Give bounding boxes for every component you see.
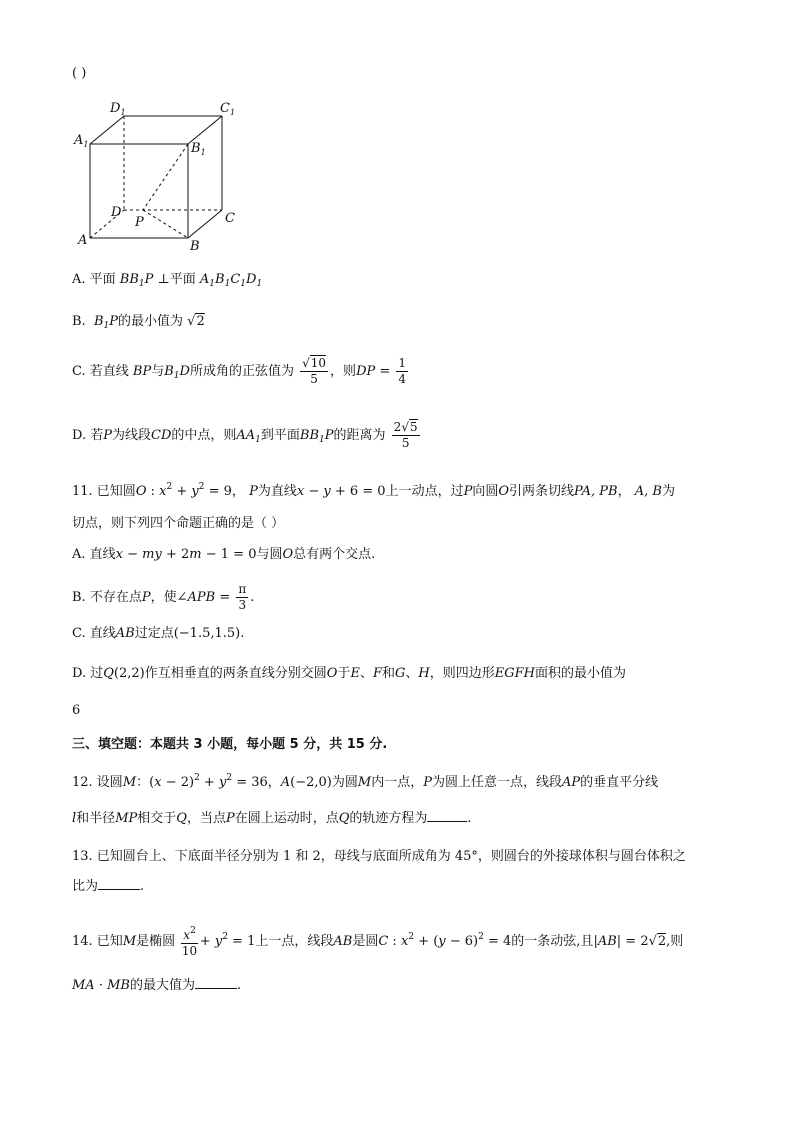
q14-line2: MA · MB的最大值为 . bbox=[72, 978, 242, 993]
q14-line1: 14. 已知M是椭圆 $\frac{x^2}{10}$ + $y^2 = 1$上一点，线段AB是圆C : $x^2 + (y - 6)^2 = 4$的一条动弦,且|AB| = 2√2,则 bbox=[72, 926, 684, 958]
label-b: B bbox=[190, 239, 200, 254]
q10-option-b: B. $B_1P$的最小值为 √2 bbox=[72, 314, 205, 331]
q12-answer-blank[interactable] bbox=[427, 821, 467, 822]
q12-line2: l和半径MP相交于Q，当点P在圆上运动时，点Q的轨迹方程为 . bbox=[72, 811, 472, 826]
section-heading: 三、填空题：本题共 3 小题，每小题 5 分，共 15 分. bbox=[72, 737, 388, 752]
answer-parentheses: ( ) bbox=[72, 66, 87, 81]
q13-answer-blank[interactable] bbox=[98, 889, 140, 890]
q11-stem-line1: 11. 已知圆O : $x^2 + y^2 = 9$， P为直线x − y + 6 = 0上一动点，过P向圆O引两条切线PA, PB， A, B为 bbox=[72, 482, 675, 499]
edge-a1d1 bbox=[90, 116, 124, 144]
q11-option-a: A. 直线x − my + 2m − 1 = 0与圆O总有两个交点. bbox=[72, 547, 376, 562]
label-p: P bbox=[135, 215, 144, 230]
label-d1: $D_1$ bbox=[110, 101, 126, 117]
edge-bc bbox=[188, 210, 222, 238]
label-c: C bbox=[225, 211, 235, 226]
q11-option-d-continued: 6 bbox=[72, 703, 81, 718]
q14-answer-blank[interactable] bbox=[195, 988, 237, 989]
label-b1: $B_1$ bbox=[191, 141, 206, 157]
q10-option-a: A. 平面 $BB_1P$ ⊥平面 $A_1B_1C_1D_1$ bbox=[72, 272, 263, 289]
label-d: D bbox=[111, 205, 122, 220]
q11-option-b: B. 不存在点P，使∠APB = $\frac{\pi}{3}$ . bbox=[72, 582, 255, 612]
q10-option-c: C. 若直线 BP与$B_1D$所成角的正弦值为 $\frac{√10}{5}$ ，则DP = $\frac{1}{4}$ bbox=[72, 356, 407, 386]
label-a: A bbox=[78, 233, 88, 248]
q10-option-d: D. 若P为线段CD的中点，则$AA_1$到平面$BB_1P$的距离为 $\frac{2√5}{5}$ bbox=[72, 420, 418, 450]
q12-line1: 12. 设圆M：$(x - 2)^2 + y^2 = 36$，A(−2,0)为圆M内一点，P为圆上任意一点，线段AP的垂直平分线 bbox=[72, 773, 659, 790]
q13-line2: 比为 . bbox=[72, 879, 145, 894]
segment-b1p bbox=[143, 144, 188, 210]
segment-pb bbox=[143, 210, 188, 238]
q11-option-d: D. 过Q(2,2)作互相垂直的两条直线分别交圆O于E、F和G、H，则四边形EGFH面积的最小值为 bbox=[72, 666, 627, 681]
cube-figure bbox=[70, 96, 250, 256]
q13-line1: 13. 已知圆台上、下底面半径分别为 1 和 2，母线与底面所成角为 45°，则圆台的外接球体积与圆台体积之 bbox=[72, 849, 686, 864]
q11-stem-line2: 切点，则下列四个命题正确的是（ ） bbox=[72, 516, 285, 531]
label-c1: $C_1$ bbox=[220, 101, 236, 117]
q11-option-c: C. 直线AB过定点(−1.5,1.5). bbox=[72, 626, 245, 641]
label-a1: $A_1$ bbox=[74, 133, 89, 149]
edge-b1c1 bbox=[188, 116, 222, 144]
